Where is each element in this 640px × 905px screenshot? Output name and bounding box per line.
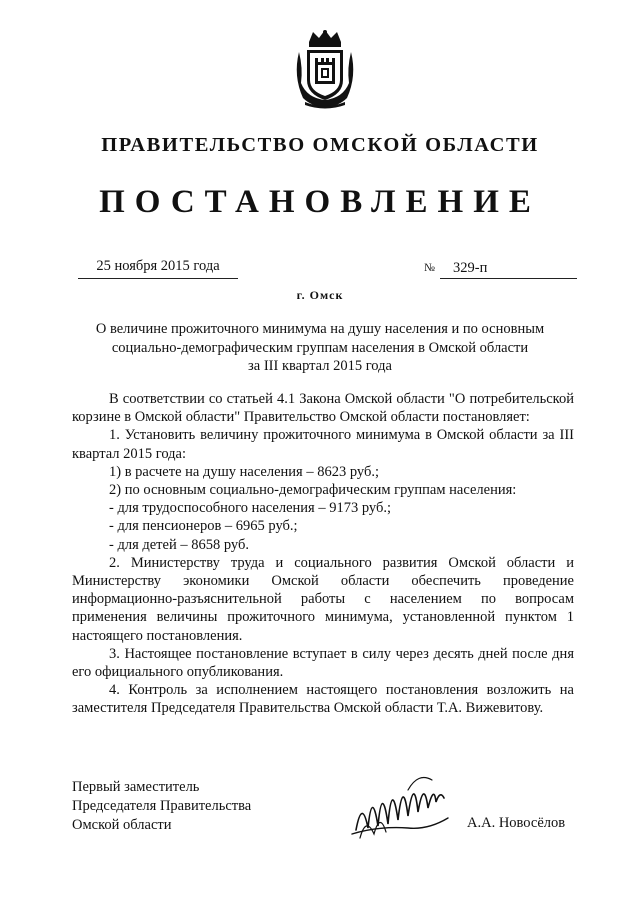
body-paragraph: 4. Контроль за исполнением настоящего постановления возложить на заместителя Председателя Правительства Омской области Т.А. Вижевитову. [72,682,574,717]
signer-position-line: Председателя Правительства [72,798,252,814]
government-title: ПРАВИТЕЛЬСТВО ОМСКОЙ ОБЛАСТИ [101,134,539,156]
omsk-coat-of-arms-icon [291,28,359,110]
handwritten-signature [348,768,458,848]
body-paragraph: 2. Министерству труда и социального развития Омской области и Министерству экономики Омской области обеспечить проведение информационно-разъяснительной работы с населением по вопросам применения величины прожиточного минимума, установленной пунктом 1 настоящего постановления. [72,554,574,644]
body-paragraph: 3. Настоящее постановление вступает в силу через десять дней после дня его официального опубликования. [72,645,574,681]
body-paragraph: - для трудоспособного населения – 9173 руб.; [109,500,391,517]
document-date: 25 ноября 2015 года [78,258,238,279]
document-subject [60,320,580,376]
body-paragraph: - для детей – 8658 руб. [109,536,249,553]
signer-position [72,778,251,835]
body-paragraph: 1) в расчете на душу населения – 8623 руб.; [109,463,379,480]
signer-position-line: Первый заместитель [72,779,200,795]
body-paragraph: - для пенсионеров – 6965 руб.; [109,518,298,535]
body-paragraph: 2) по основным социально-демографическим группам населения: [109,482,517,499]
signer-position-line: Омской области [72,817,172,833]
document-type-title: ПОСТАНОВЛЕНИЕ [99,184,541,220]
body-paragraph: 1. Установить величину прожиточного минимума в Омской области за III квартал 2015 года: [72,427,574,462]
subject-line: за III квартал 2015 года [248,358,392,374]
document-number-field [440,258,577,279]
document-city: г. Омск [296,288,344,302]
subject-line: О величине прожиточного минимума на душу населения и по основным [95,321,545,337]
body-paragraph: В соответствии со статьей 4.1 Закона Омской области "О потребительской корзине в Омской области" Правительство Омской области постановляет: [72,391,574,426]
document-body [72,390,574,718]
signer-name: А.А. Новосёлов [467,815,566,831]
number-label: № [424,262,435,274]
subject-line: социально-демографическим группам населения в Омской области [111,339,529,356]
document-number: 329-п [453,260,488,276]
